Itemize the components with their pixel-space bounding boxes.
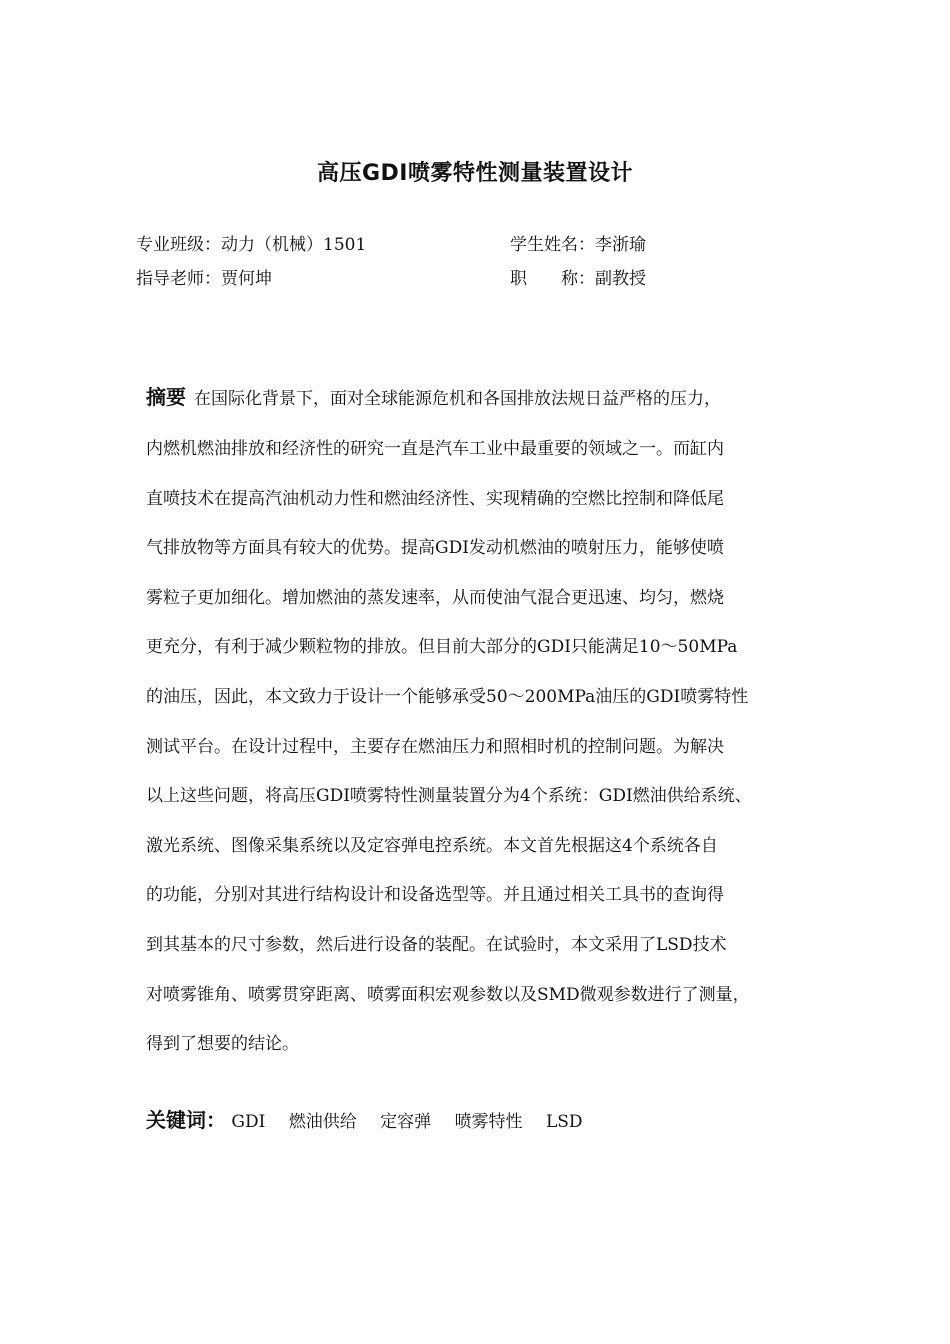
document-title: 高压GDI喷雾特性测量装置设计 xyxy=(316,161,633,186)
abstract-section xyxy=(146,384,826,1081)
keywords-line xyxy=(146,1104,601,1133)
keyword-item: 定容弹 xyxy=(380,1112,432,1132)
abstract-line: 更充分，有利于减少颗粒物的排放。但目前大部分的GDI只能满足10～50MPa xyxy=(146,637,738,658)
abstract-line: 内燃机燃油排放和经济性的研究一直是汽车工业中最重要的领域之一。而缸内 xyxy=(146,439,724,459)
advisor: 指导老师：贾何坤 xyxy=(136,269,272,289)
abstract-line: 得到了想要的结论。 xyxy=(146,1034,299,1055)
abstract-line: 气排放物等方面具有较大的优势。提高GDI发动机燃油的喷射压力，能够使喷 xyxy=(146,538,724,559)
abstract-line: 测试平台。在设计过程中，主要存在燃油压力和照相时机的控制问题。为解决 xyxy=(146,736,724,757)
abstract-line: 的油压，因此，本文致力于设计一个能够承受50～200MPa油压的GDI喷雾特性 xyxy=(146,686,749,707)
student-name: 学生姓名：李浙瑜 xyxy=(510,235,646,255)
keyword-item: LSD xyxy=(545,1112,583,1132)
abstract-line: 激光系统、图像采集系统以及定容弹电控系统。本文首先根据这4个系统各自 xyxy=(146,835,718,856)
job-title: 职 称：副教授 xyxy=(510,269,646,289)
abstract-first-line xyxy=(146,384,826,412)
abstract-text-first: 在国际化背景下，面对全球能源危机和各国排放法规日益严格的压力， xyxy=(194,389,721,409)
abstract-line: 对喷雾锥角、喷雾贯穿距离、喷雾面积宏观参数以及SMD微观参数进行了测量， xyxy=(146,984,750,1005)
abstract-line: 直喷技术在提高汽油机动力性和燃油经济性、实现精确的空燃比控制和降低尾 xyxy=(146,488,724,509)
abstract-body xyxy=(146,436,826,1081)
abstract-label: 摘要 xyxy=(146,385,186,409)
abstract-line: 雾粒子更加细化。增加燃油的蒸发速率，从而使油气混合更迅速、均匀，燃烧 xyxy=(146,587,724,608)
major-class: 专业班级：动力（机械）1501 xyxy=(136,235,367,255)
keyword-item: 燃油供给 xyxy=(288,1112,357,1132)
abstract-line: 的功能，分别对其进行结构设计和设备选型等。并且通过相关工具书的查询得 xyxy=(146,885,724,906)
keyword-item: GDI xyxy=(231,1112,266,1132)
abstract-line: 以上这些问题，将高压GDI喷雾特性测量装置分为4个系统：GDI燃油供给系统、 xyxy=(146,786,752,807)
keyword-item: 喷雾特性 xyxy=(454,1112,523,1132)
abstract-line: 到其基本的尺寸参数，然后进行设备的装配。在试验时，本文采用了LSD技术 xyxy=(146,934,727,955)
keywords-label: 关键词： xyxy=(146,1108,226,1132)
